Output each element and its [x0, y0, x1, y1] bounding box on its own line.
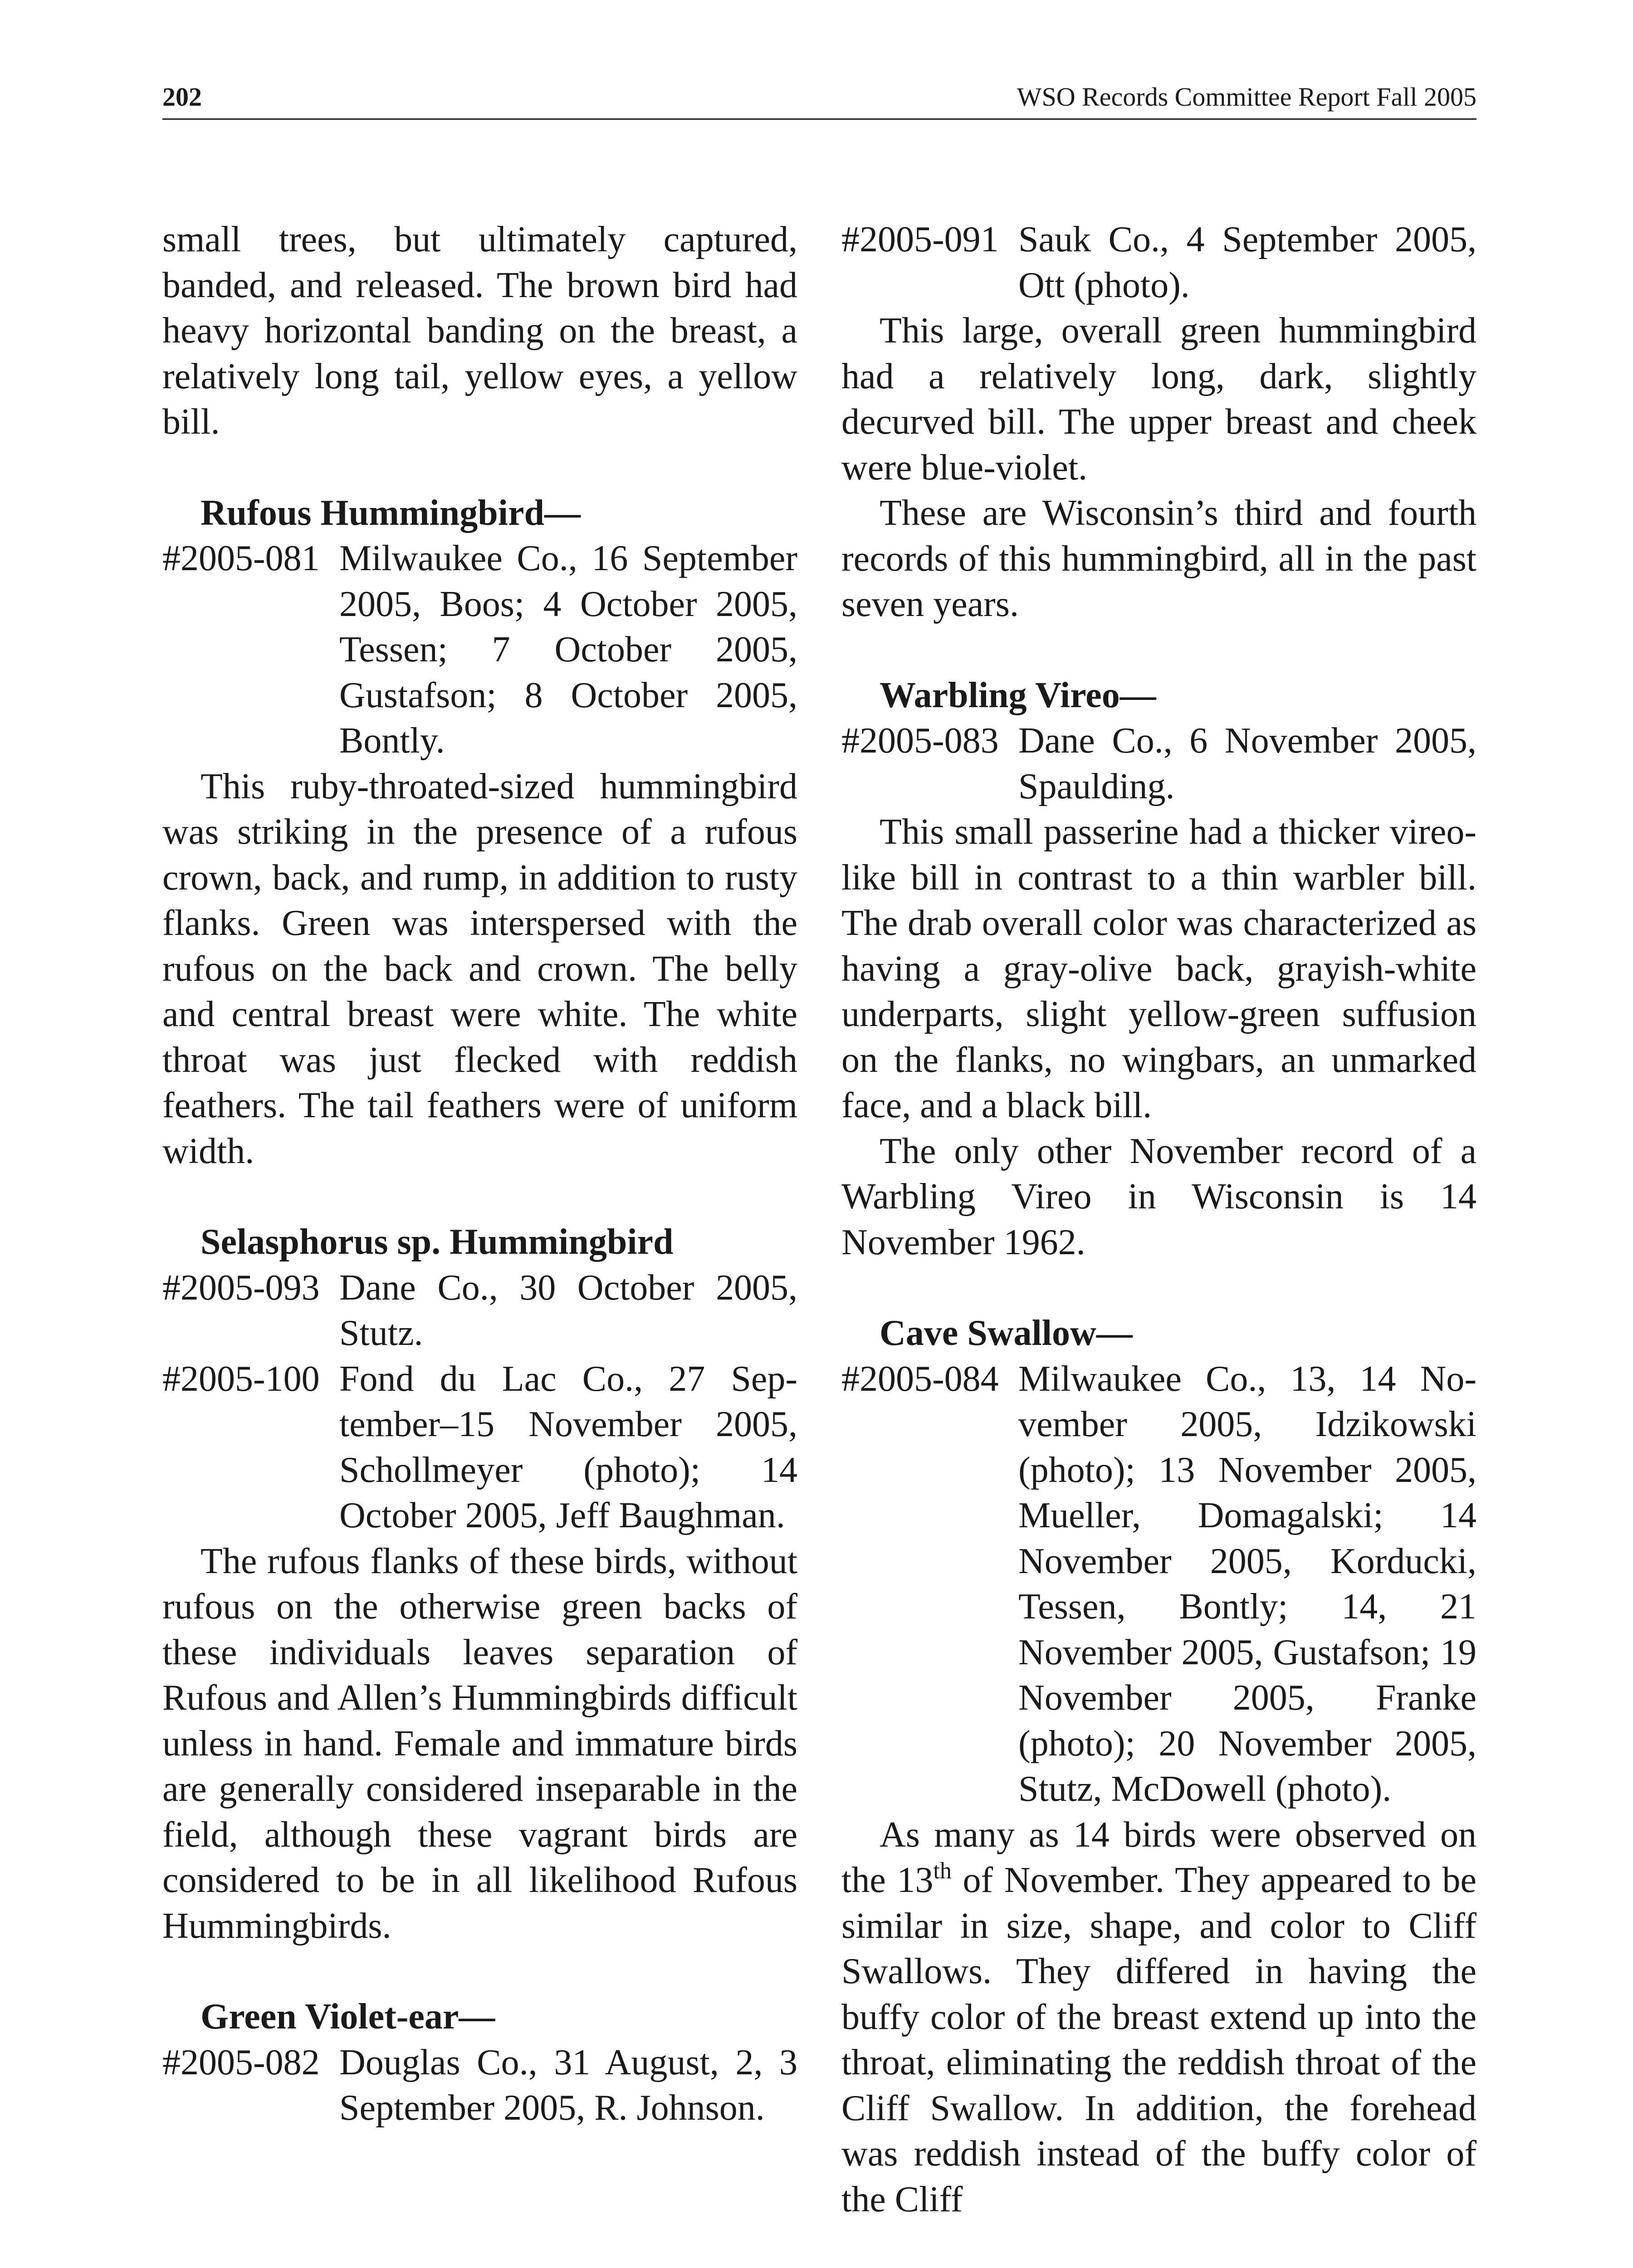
record-detail: Douglas Co., 31 August, 2, 3 September 2005, R. Johnson. — [339, 2042, 797, 2128]
species-paragraph: This large, overall green hummingbird had a relatively long, dark, slightly decurved bill. The upper breast and cheek were blue-violet. — [841, 311, 1477, 488]
record-id: #2005-083 — [841, 721, 999, 761]
record-id: #2005-081 — [162, 538, 320, 578]
record-entry — [841, 217, 1477, 308]
record-detail: Milwaukee Co., 13, 14 November 2005, Idzikowski (photo); 13 November 2005, Mueller, Domagalski; 14 November 2005, Korducki, Tessen, Bontly; 14, 21 November 2005, Gustafson; 19 November 2005, Franke (photo); 20 November 2005, Stutz, McDowell (photo). — [1018, 1359, 1477, 1809]
record-id: #2005-093 — [162, 1267, 320, 1308]
ordinal-suffix: th — [933, 1858, 952, 1884]
species-heading-warbling-vireo: Warbling Vireo— — [880, 675, 1156, 715]
paragraph-text: As many as 14 birds were observed on the 13 — [841, 1814, 1477, 1900]
record-entry — [841, 1356, 1477, 1812]
record-entry — [162, 2040, 797, 2131]
left-column — [162, 217, 797, 2131]
record-id: #2005-091 — [841, 220, 999, 259]
record-detail: Fond du Lac Co., 27 September–15 November 2005, Schollmeyer (photo); 14 October 2005, Jeff Baughman. — [339, 1359, 797, 1535]
record-entry — [841, 718, 1477, 809]
species-heading-cave-swallow: Cave Swallow— — [880, 1313, 1133, 1353]
record-detail: Milwaukee Co., 16 September 2005, Boos; 4 October 2005, Tessen; 7 October 2005, Gustafson; 8 October 2005, Bontly. — [339, 538, 797, 761]
running-head — [162, 82, 1477, 120]
record-detail: Dane Co., 6 November 2005, Spaulding. — [1018, 721, 1477, 807]
paragraph-text: of November. They appeared to be similar in size, shape, and color to Cliff Swallows. They differed in having the buffy color of the breast extend up into the throat, eliminating the reddish throat of the Cliff Swallow. In addition, the forehead was reddish instead of the buffy color of the Cliff — [841, 1860, 1477, 2219]
record-id: #2005-100 — [162, 1359, 320, 1399]
species-heading-green-violet-ear: Green Violet-ear— — [200, 1997, 495, 2037]
record-entry — [162, 536, 797, 764]
species-paragraph: The rufous flanks of these birds, without rufous on the otherwise green backs of these individuals leaves separation of Rufous and Allen’s Hummingbirds difficult unless in hand. Female and immature birds are generally considered inseparable in the field, although these vagrant birds are considered to be in all likelihood Rufous Hummingbirds. — [162, 1541, 797, 1946]
record-detail: Dane Co., 30 October 2005, Stutz. — [339, 1267, 797, 1353]
page-number: 202 — [162, 82, 202, 112]
species-heading-rufous: Rufous Hummingbird— — [200, 493, 581, 533]
species-paragraph: The only other November record of a Warbling Vireo in Wisconsin is 14 November 1962. — [841, 1131, 1477, 1262]
right-column — [841, 217, 1477, 2222]
record-entry — [162, 1265, 797, 1356]
species-paragraph — [841, 1812, 1477, 2223]
record-id: #2005-084 — [841, 1359, 999, 1399]
record-id: #2005-082 — [162, 2042, 320, 2082]
species-paragraph: This small passerine had a thicker vireo-like bill in contrast to a thin warbler bill. The drab overall color was characterized as having a gray-olive back, grayish-white underparts, slight yellow-green suffusion on the flanks, no wingbars, an unmarked face, and a black bill. — [841, 812, 1477, 1125]
continuation-paragraph: small trees, but ultimately captured, banded, and released. The brown bird had heavy horizontal banding on the breast, a relatively long tail, yellow eyes, a yellow bill. — [162, 220, 797, 442]
record-entry — [162, 1356, 797, 1539]
species-heading-selasphorus: Selasphorus sp. Hummingbird — [200, 1222, 674, 1262]
journal-title: WSO Records Committee Report Fall 2005 — [1017, 82, 1477, 112]
species-paragraph: These are Wisconsin’s third and fourth records of this hummingbird, all in the past seven years. — [841, 493, 1477, 624]
record-detail: Sauk Co., 4 September 2005, Ott (photo). — [1018, 220, 1477, 305]
species-paragraph: This ruby-throated-sized hummingbird was striking in the presence of a rufous crown, back, and rump, in addition to rusty flanks. Green was interspersed with the rufous on the back and crown. The belly and central breast were white. The white throat was just flecked with reddish feathers. The tail feathers were of uniform width. — [162, 766, 797, 1171]
